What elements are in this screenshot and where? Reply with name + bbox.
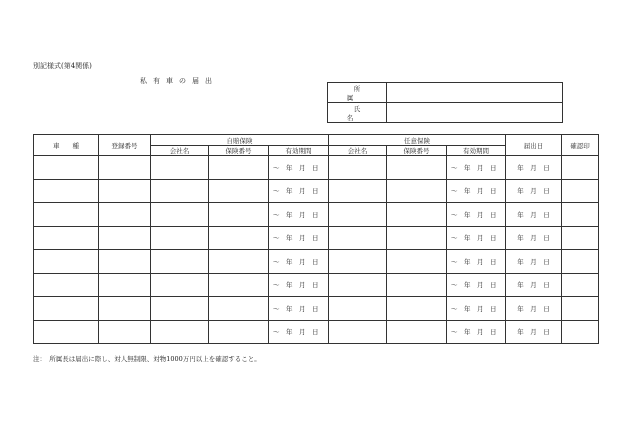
registration-number-cell[interactable] (99, 226, 151, 250)
voluntary-policy-cell[interactable] (387, 273, 447, 297)
vehicle-registration-table (33, 134, 599, 344)
compulsory-company-cell[interactable] (151, 156, 209, 180)
voluntary-period-cell[interactable]: ～ 年 月 日 (447, 320, 506, 344)
confirmation-stamp-cell[interactable] (562, 250, 599, 274)
voluntary-period-cell[interactable]: ～ 年 月 日 (447, 297, 506, 321)
voluntary-company-cell[interactable] (329, 320, 387, 344)
registration-number-cell[interactable] (99, 273, 151, 297)
department-row (328, 83, 563, 103)
voluntary-period-cell[interactable]: ～ 年 月 日 (447, 273, 506, 297)
submission-date-cell[interactable]: 年 月 日 (506, 203, 562, 227)
confirmation-stamp-cell[interactable] (562, 273, 599, 297)
compulsory-company-cell[interactable] (151, 250, 209, 274)
vehicle-type-cell[interactable] (34, 320, 99, 344)
department-label: 所 属 (328, 83, 387, 103)
voluntary-policy-header: 保険番号 (387, 146, 447, 156)
vehicle-type-cell[interactable] (34, 203, 99, 227)
submission-date-cell[interactable]: 年 月 日 (506, 226, 562, 250)
compulsory-policy-cell[interactable] (209, 273, 269, 297)
table-row (34, 250, 599, 274)
voluntary-insurance-header: 任意保険 (329, 135, 506, 146)
confirmation-stamp-cell[interactable] (562, 203, 599, 227)
voluntary-company-cell[interactable] (329, 297, 387, 321)
compulsory-period-cell[interactable]: ～ 年 月 日 (269, 203, 329, 227)
vehicle-type-header: 車 種 (34, 135, 99, 156)
table-row (34, 203, 599, 227)
vehicle-type-cell[interactable] (34, 250, 99, 274)
compulsory-period-cell[interactable]: ～ 年 月 日 (269, 273, 329, 297)
form-header: 別記様式(第4関係) (33, 62, 92, 70)
compulsory-policy-cell[interactable] (209, 250, 269, 274)
name-row (328, 103, 563, 123)
table-row (34, 226, 599, 250)
voluntary-policy-cell[interactable] (387, 250, 447, 274)
vehicle-type-cell[interactable] (34, 273, 99, 297)
table-row (34, 273, 599, 297)
registration-number-cell[interactable] (99, 320, 151, 344)
voluntary-policy-cell[interactable] (387, 320, 447, 344)
submission-date-cell[interactable]: 年 月 日 (506, 297, 562, 321)
submission-date-cell[interactable]: 年 月 日 (506, 156, 562, 180)
voluntary-period-cell[interactable]: ～ 年 月 日 (447, 203, 506, 227)
compulsory-period-cell[interactable]: ～ 年 月 日 (269, 179, 329, 203)
compulsory-policy-cell[interactable] (209, 203, 269, 227)
vehicle-type-cell[interactable] (34, 297, 99, 321)
submission-date-cell[interactable]: 年 月 日 (506, 320, 562, 344)
table-row (34, 156, 599, 180)
voluntary-company-header: 会社名 (329, 146, 387, 156)
voluntary-policy-cell[interactable] (387, 179, 447, 203)
vehicle-type-cell[interactable] (34, 156, 99, 180)
compulsory-period-cell[interactable]: ～ 年 月 日 (269, 226, 329, 250)
compulsory-policy-cell[interactable] (209, 320, 269, 344)
voluntary-company-cell[interactable] (329, 250, 387, 274)
compulsory-policy-cell[interactable] (209, 156, 269, 180)
submission-date-cell[interactable]: 年 月 日 (506, 250, 562, 274)
registration-number-cell[interactable] (99, 203, 151, 227)
voluntary-period-cell[interactable]: ～ 年 月 日 (447, 179, 506, 203)
table-row (34, 297, 599, 321)
voluntary-period-header: 有効期間 (447, 146, 506, 156)
voluntary-company-cell[interactable] (329, 273, 387, 297)
compulsory-policy-cell[interactable] (209, 179, 269, 203)
table-row (34, 320, 599, 344)
voluntary-policy-cell[interactable] (387, 297, 447, 321)
voluntary-period-cell[interactable]: ～ 年 月 日 (447, 156, 506, 180)
compulsory-policy-header: 保険番号 (209, 146, 269, 156)
compulsory-company-header: 会社名 (151, 146, 209, 156)
form-title: 私有車の届出 (140, 77, 218, 85)
voluntary-policy-cell[interactable] (387, 203, 447, 227)
department-field[interactable] (387, 83, 563, 103)
vehicle-type-cell[interactable] (34, 179, 99, 203)
header-row-1 (34, 135, 599, 146)
voluntary-company-cell[interactable] (329, 203, 387, 227)
registration-number-cell[interactable] (99, 250, 151, 274)
voluntary-period-cell[interactable]: ～ 年 月 日 (447, 250, 506, 274)
compulsory-company-cell[interactable] (151, 179, 209, 203)
compulsory-company-cell[interactable] (151, 226, 209, 250)
confirmation-stamp-cell[interactable] (562, 156, 599, 180)
voluntary-company-cell[interactable] (329, 156, 387, 180)
compulsory-insurance-header: 自賠保険 (151, 135, 329, 146)
confirmation-stamp-cell[interactable] (562, 320, 599, 344)
compulsory-period-cell[interactable]: ～ 年 月 日 (269, 156, 329, 180)
confirmation-stamp-cell[interactable] (562, 297, 599, 321)
voluntary-company-cell[interactable] (329, 179, 387, 203)
submission-date-cell[interactable]: 年 月 日 (506, 273, 562, 297)
submission-date-header: 届出日 (506, 135, 562, 156)
vehicle-type-cell[interactable] (34, 226, 99, 250)
name-label: 氏 名 (328, 103, 387, 123)
compulsory-company-cell[interactable] (151, 203, 209, 227)
confirmation-stamp-cell[interactable] (562, 179, 599, 203)
submission-date-cell[interactable]: 年 月 日 (506, 179, 562, 203)
registration-header: 登録番号 (99, 135, 151, 156)
registration-number-cell[interactable] (99, 297, 151, 321)
voluntary-policy-cell[interactable] (387, 156, 447, 180)
compulsory-company-cell[interactable] (151, 297, 209, 321)
voluntary-policy-cell[interactable] (387, 226, 447, 250)
table-row (34, 179, 599, 203)
footnote: 注： 所属長は届出に際し、対人無制限、対物1000万円以上を確認すること。 (33, 355, 261, 363)
compulsory-company-cell[interactable] (151, 320, 209, 344)
compulsory-period-header: 有効期間 (269, 146, 329, 156)
compulsory-policy-cell[interactable] (209, 226, 269, 250)
voluntary-company-cell[interactable] (329, 226, 387, 250)
table-body (34, 156, 599, 344)
compulsory-period-cell[interactable]: ～ 年 月 日 (269, 320, 329, 344)
compulsory-policy-cell[interactable] (209, 297, 269, 321)
confirmation-stamp-cell[interactable] (562, 226, 599, 250)
name-field[interactable] (387, 103, 563, 123)
voluntary-period-cell[interactable]: ～ 年 月 日 (447, 226, 506, 250)
registration-number-cell[interactable] (99, 156, 151, 180)
compulsory-company-cell[interactable] (151, 273, 209, 297)
affiliation-table (327, 82, 563, 123)
compulsory-period-cell[interactable]: ～ 年 月 日 (269, 250, 329, 274)
confirmation-stamp-header: 確認印 (562, 135, 599, 156)
registration-number-cell[interactable] (99, 179, 151, 203)
compulsory-period-cell[interactable]: ～ 年 月 日 (269, 297, 329, 321)
